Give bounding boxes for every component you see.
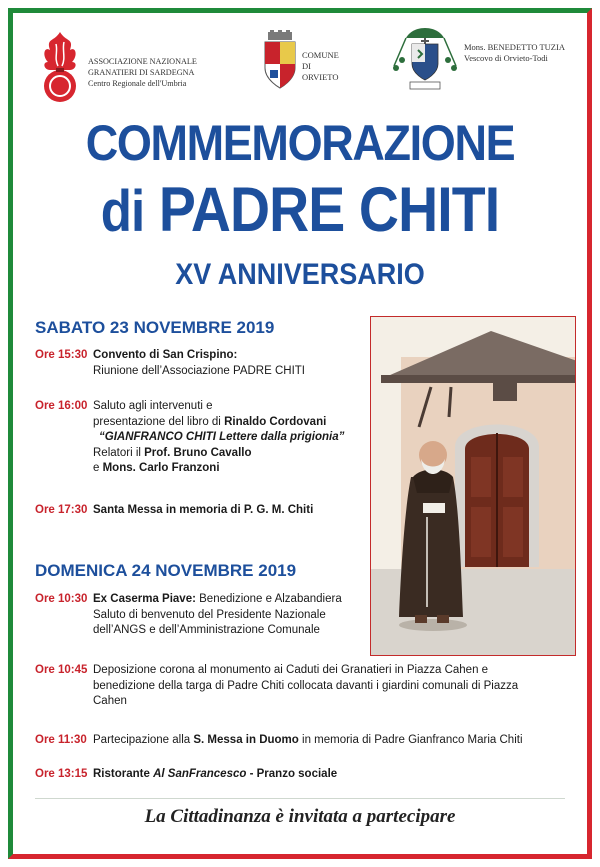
- photo-illustration: [371, 317, 576, 656]
- item-desc: Saluto agli intervenuti e presentazione del libro di Rinaldo Cordovani “GIANFRANCO CHITI Lettere dalla prigionia” Relatori il Prof. Bruno Cavallo e Mons. Carlo Franzoni: [93, 400, 345, 474]
- program-item: [35, 503, 365, 521]
- association-name: ASSOCIAZIONE NAZIONALE GRANATIERI DI SARDEGNA Centro Regionale dell'Umbria: [88, 57, 197, 88]
- program-item: [35, 733, 570, 751]
- item-desc: Deposizione corona al monumento ai Caduti dei Granatieri in Piazza Cahen e benedizione della targa di Padre Chiti collocata davanti i giardini comunali di Piazza Cahen: [93, 664, 519, 707]
- subtitle-di: di: [100, 179, 145, 244]
- program-item: [35, 399, 365, 479]
- subtitle-padre-chiti: [36, 174, 564, 246]
- main-title: COMMEMORAZIONE: [85, 115, 515, 171]
- photo-padre-chiti: [370, 316, 576, 656]
- item-time: Ore 10:45: [35, 664, 88, 676]
- footer-invitation: La Cittadinanza è invitata a partecipare: [144, 806, 456, 827]
- header-logos: [30, 26, 570, 106]
- item-desc: Santa Messa in memoria di P. G. M. Chiti: [93, 504, 314, 516]
- item-time: Ore 13:15: [35, 768, 88, 780]
- bishop-name: Mons. BENEDETTO TUZIA Vescovo di Orvieto-Todi: [464, 42, 565, 63]
- program-item: [35, 767, 570, 785]
- anniversary-title: XV ANNIVERSARIO: [175, 258, 425, 291]
- orvieto-crest-icon: [262, 30, 298, 90]
- subtitle-name: PADRE CHITI: [158, 175, 500, 245]
- program-item: [35, 348, 365, 382]
- comune-name: COMUNE DI ORVIETO: [302, 50, 339, 82]
- item-time: Ore 15:30: [35, 349, 88, 361]
- bishop-coat-of-arms-icon: [390, 26, 460, 92]
- day1-heading: SABATO 23 NOVEMBRE 2019: [35, 318, 275, 337]
- item-desc: Ex Caserma Piave: Benedizione e Alzabandiera Saluto di benvenuto del Presidente Nazionale dell’ANGS e dell’Amministrazione Comunale: [93, 593, 342, 636]
- item-time: Ore 16:00: [35, 400, 88, 412]
- item-desc: Convento di San Crispino: Riunione dell’Associazione PADRE CHITI: [93, 349, 305, 377]
- grenade-icon: [36, 28, 84, 104]
- day2-heading: DOMENICA 24 NOVEMBRE 2019: [35, 561, 297, 580]
- item-time: Ore 10:30: [35, 593, 88, 605]
- item-time: Ore 11:30: [35, 734, 87, 746]
- item-desc: Partecipazione alla S. Messa in Duomo in memoria di Padre Gianfranco Maria Chiti: [93, 734, 523, 746]
- divider: [35, 798, 565, 799]
- program-item: [35, 592, 365, 642]
- item-time: Ore 17:30: [35, 504, 88, 516]
- item-desc: Ristorante Al SanFrancesco - Pranzo sociale: [93, 768, 338, 780]
- program-item: [35, 663, 570, 713]
